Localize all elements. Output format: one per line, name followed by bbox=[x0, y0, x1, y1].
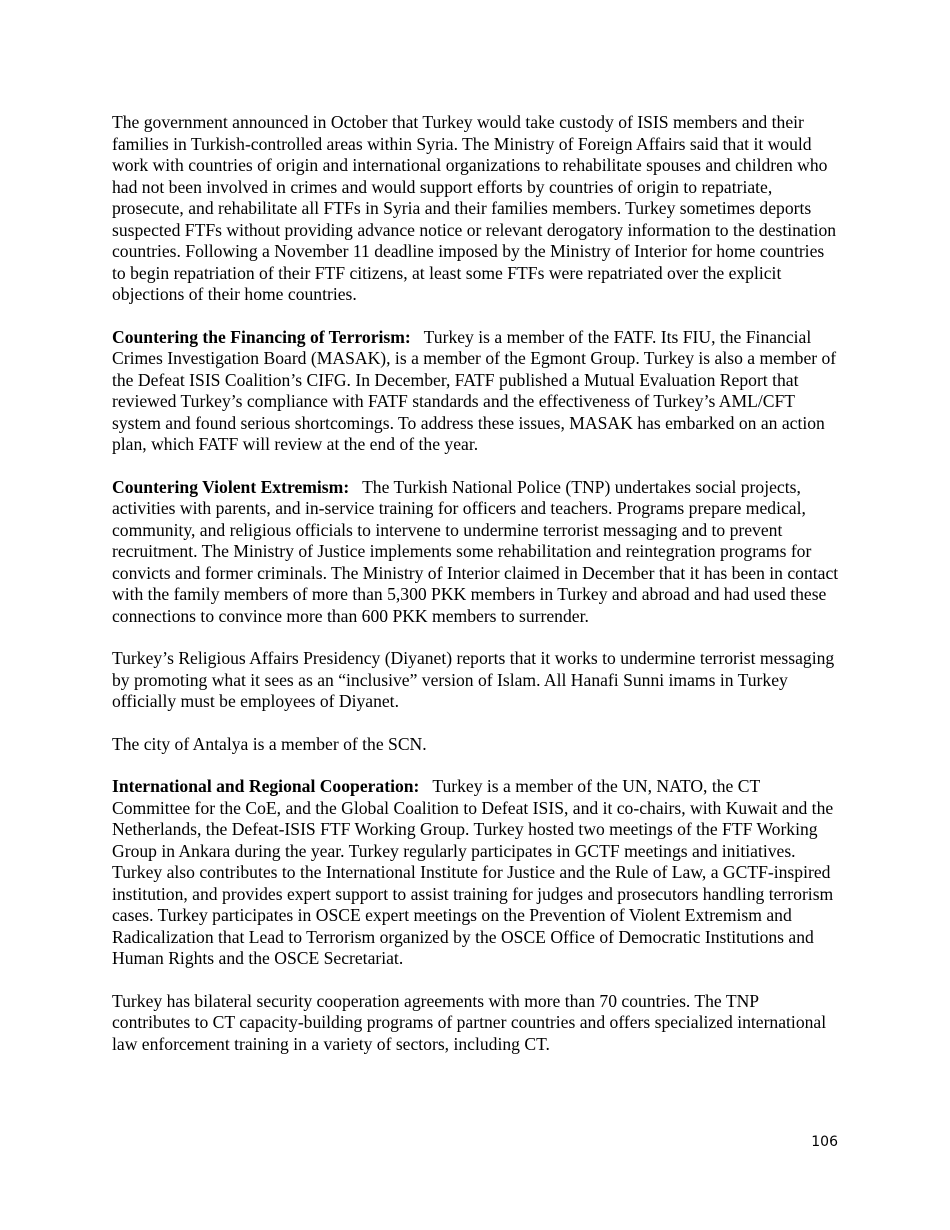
section-heading: Countering Violent Extremism: bbox=[112, 476, 358, 497]
paragraph-text: The government announced in October that Turkey would take custody of ISIS members and their families in Turkish-controlled areas within Syria. The Ministry of Foreign Affairs said that it would work with countries of origin and international organizations to rehabilitate spouses and children who had not been involved in crimes and would support efforts by countries of origin to repatriate, prosecute, and rehabilitate all FTFs in Syria and their families members. Turkey sometimes deports suspected FTFs without providing advance notice or relevant derogatory information to the destination countries. Following a November 11 deadline imposed by the Ministry of Interior for home countries to begin repatriation of their FTF citizens, at least some FTFs were repatriated over the explicit objections of their home countries. bbox=[112, 112, 837, 304]
paragraph-text: The city of Antalya is a member of the SCN. bbox=[112, 733, 427, 754]
document-page bbox=[112, 112, 840, 1076]
section-heading: International and Regional Cooperation: bbox=[112, 776, 429, 796]
page-number: 106 bbox=[811, 1134, 838, 1150]
paragraph-text: Turkey is a member of the UN, NATO, the CT Committee for the CoE, and the Global Coalition to Defeat ISIS, and it co-chairs, with Kuwait and the Netherlands, the Defeat-ISIS FTF Working Group. Turkey hosted two meetings of the FTF Working Group in Ankara during the year. Turkey regularly participates in GCTF meetings and initiatives. Turkey also contributes to the International Institute for Justice and the Rule of Law, a GCTF-inspired institution, and provides expert support to assist training for judges and prosecutors handling terrorism cases. Turkey participates in OSCE expert meetings on the Prevention of Violent Extremism and Radicalization that Lead to Terrorism organized by the OSCE Office of Democratic Institutions and Human Rights and the OSCE Secretariat. bbox=[112, 776, 834, 968]
paragraph-text: Turkey has bilateral security cooperation agreements with more than 70 countries. The TNP contributes to CT capacity-building programs of partner countries and offers specialized international law enforcement training in a variety of sectors, including CT. bbox=[112, 990, 827, 1054]
paragraph-isis-custody bbox=[112, 112, 840, 306]
paragraph-international-cooperation bbox=[112, 776, 840, 970]
paragraph-text: Turkey’s Religious Affairs Presidency (Diyanet) reports that it works to undermine terrorist messaging by promoting what it sees as an “inclusive” version of Islam. All Hanafi Sunni imams in Turkey officially must be employees of Diyanet. bbox=[112, 648, 835, 711]
paragraph-text: Turkey is a member of the FATF. Its FIU, the Financial Crimes Investigation Board (MASAK), is a member of the Egmont Group. Turkey is also a member of the Defeat ISIS Coalition’s CIFG. In December, FATF published a Mutual Evaluation Report that reviewed Turkey’s compliance with FATF standards and the effectiveness of Turkey’s AML/CFT system and found serious shortcomings. To address these issues, MASAK has embarked on an action plan, which FATF will review at the end of the year. bbox=[112, 326, 837, 454]
paragraph-text: The Turkish National Police (TNP) undertakes social projects, activities with parents, and in-service training for officers and teachers. Programs prepare medical, community, and religious officials to intervene to undermine terrorist messaging and to prevent recruitment. The Ministry of Justice implements some rehabilitation and reintegration programs for convicts and former criminals. The Ministry of Interior claimed in December that it has been in contact with the family members of more than 5,300 PKK members in Turkey and abroad and had used these connections to convince more than 600 PKK members to surrender. bbox=[112, 476, 839, 626]
paragraph-bilateral-cooperation bbox=[112, 991, 840, 1056]
paragraph-financing-terrorism bbox=[112, 327, 840, 456]
paragraph-diyanet bbox=[112, 648, 840, 713]
paragraph-violent-extremism bbox=[112, 477, 840, 628]
paragraph-antalya bbox=[112, 734, 840, 756]
section-heading: Countering the Financing of Terrorism: bbox=[112, 326, 420, 347]
